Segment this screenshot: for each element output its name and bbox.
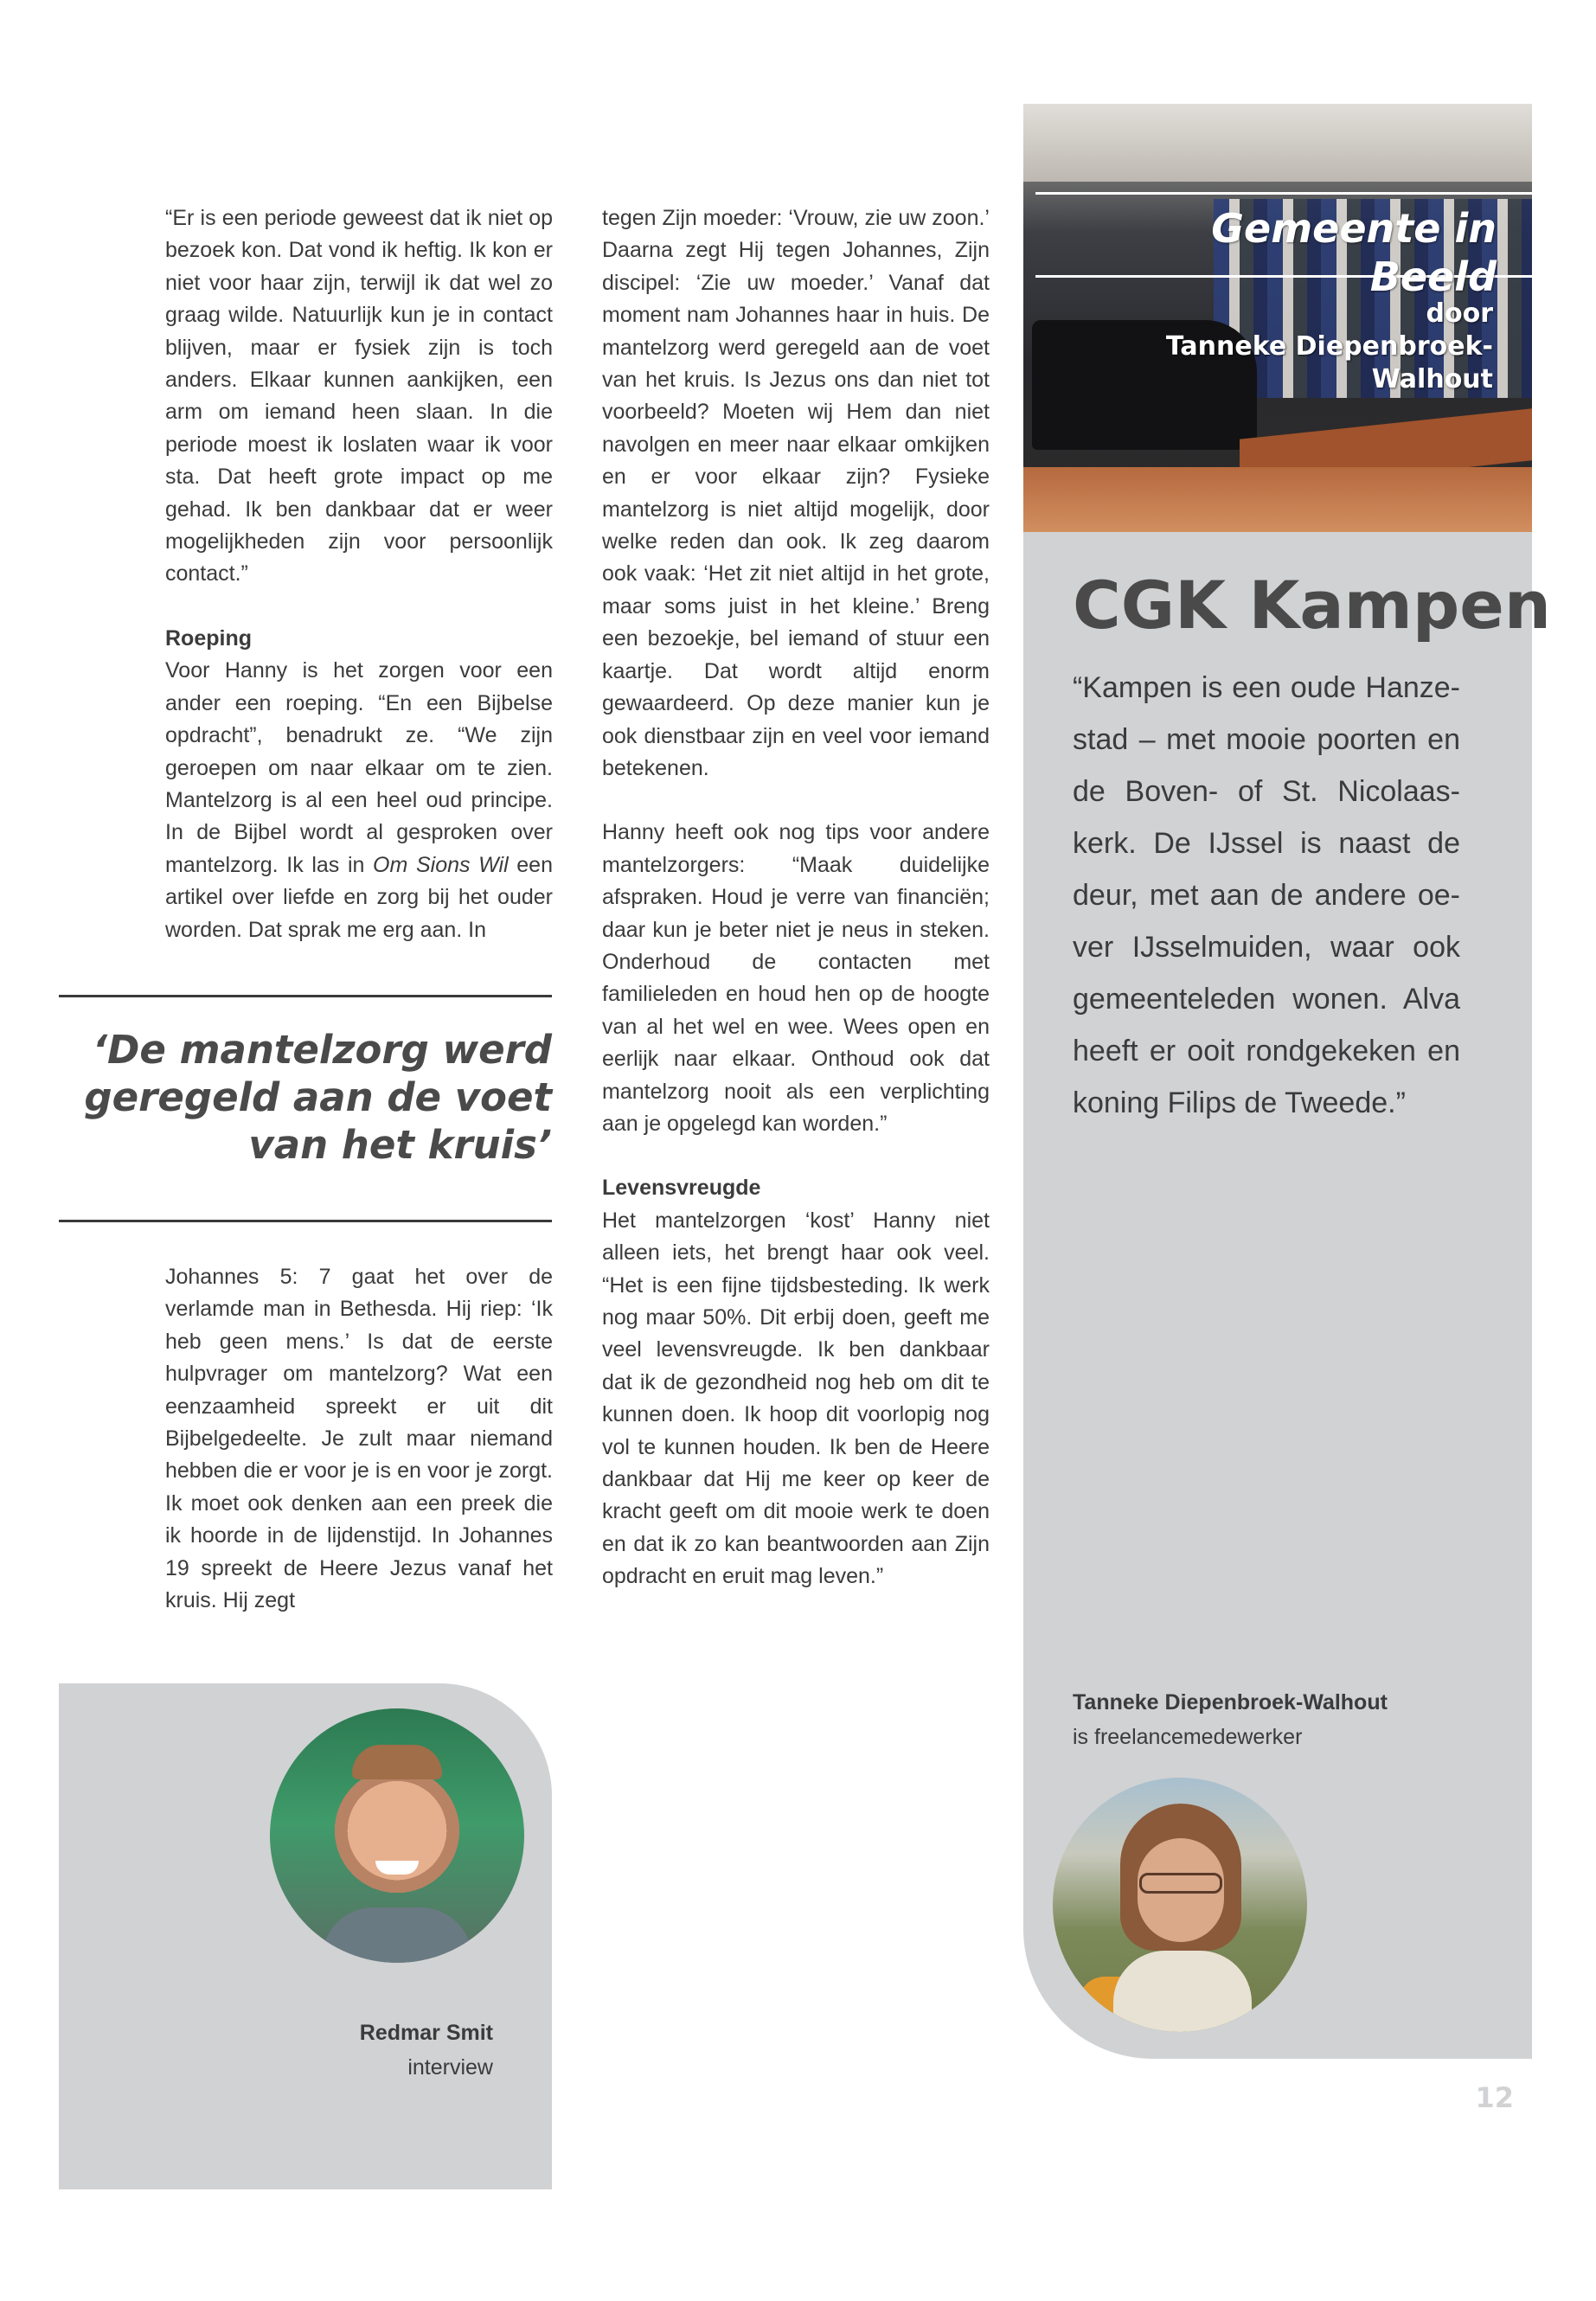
pullquote: ‘De mantelzorg werd geregeld aan de voet van het kruis’ (84, 1027, 552, 1168)
feature-credit (1064, 298, 1493, 396)
section-heading: Roeping (165, 625, 252, 651)
pullquote-rule-bottom (59, 1220, 552, 1222)
sidebar-quote: “Kampen is een oude Hanze-stad – met mooie poorten en de Boven- of St. Nicolaas-kerk. De IJssel is naast de deur, met aan de andere oe-ver IJsselmuiden, waar ook gemeenteleden wonen. Alva heeft er ooit rondgekeken en koning Filips de Tweede.” (1073, 671, 1460, 1119)
feature-title: Gemeente in Beeld (1211, 205, 1497, 300)
article-column-left-top (165, 202, 553, 946)
interviewer-photo (270, 1708, 524, 1963)
photo-detail (1023, 104, 1532, 182)
article-column-left-bottom (165, 1261, 553, 1617)
sidebar-heading: CGK Kampen (1073, 567, 1551, 644)
paragraph: “Er is een periode geweest dat ik niet op bezoek kon. Dat vond ik heftig. Ik kon er niet voor haar zijn, terwijl ik dat wel zo graag wilde. Natuurlijk kun je in contact blijven, maar er fysiek zijn is toch anders. Elkaar kunnen aankijken, een arm om iemand heen slaan. In die periode moest ik loslaten waar ik voor sta. Dat heeft grote impact op me gehad. Ik ben dankbaar dat er weer mogelijkheden zijn voor persoonlijk contact.” (165, 206, 553, 586)
interviewer-role: interview (407, 2055, 493, 2080)
photo-rule-top (1035, 192, 1532, 195)
paragraph-part: Voor Hanny is het zorgen voor een ander een roeping. “En een Bijbelse opdracht”, benadrukt ze. “We zijn geroepen om naar elkaar om te zien. Mantelzorg is al een heel oud principe. In de Bijbel wordt al gesproken over mantelzorg. Ik las in (165, 658, 553, 877)
interviewer-byline (294, 2016, 493, 2085)
paragraph-part: Het mantelzorgen ‘kost’ Hanny niet alleen iets, het brengt haar ook veel. “Het is een fijne tijdsbesteding. Ik werk nog maar 50%. Dit erbij doen, geeft me veel levensvreugde. Ik ben dankbaar dat ik de gezondheid nog heb om dit te kunnen doen. Ik hoop dit voorlopig nog vol te kunnen houden. Ik ben de Heere dankbaar dat Hij me keer op keer de kracht geeft om dit mooie werk te doen en dat ik zo kan beantwoorden aan Zijn opdracht en eruit mag leven.” (602, 1208, 990, 1589)
paragraph: Johannes 5: 7 gaat het over de verlamde man in Bethesda. Hij riep: ‘Ik heb geen mens.’ Is dat de eerste hulpvrager om mantelzorg? Wat een eenzaamheid spreekt er uit dit Bijbelgedeelte. Je zult maar niemand hebben die er voor je is en voor je zorgt. Ik moet ook denken aan een preek die ik hoorde in de lijdenstijd. In Johannes 19 spreekt de Heere Jezus vanaf het kruis. Hij zegt (165, 1265, 553, 1613)
publication-title: Om Sions Wil (373, 852, 509, 877)
photo-detail (1139, 1873, 1222, 1894)
article-column-middle (602, 202, 990, 1593)
paragraph: Hanny heeft ook nog tips voor andere mantelzorgers: “Maak duidelijke afspraken. Houd je verre van financiën; daar kun je beter niet je neus in steken. Onderhoud de contacten met familieleden en houd hen op de hoogte van al het wel en wee. Wees open en eerlijk naar elkaar. Onthoud ook dat mantelzorg nooit als een verplichting aan je opgelegd kan worden.” (602, 820, 990, 1136)
feature-credit-name: Tanneke Diepenbroek-Walhout (1165, 331, 1493, 394)
photo-detail (1113, 1951, 1252, 2032)
section-heading: Levensvreugde (602, 1176, 761, 1201)
author-photo (1053, 1778, 1307, 2032)
photo-detail (322, 1907, 472, 1963)
author-byline (1073, 1685, 1505, 1754)
paragraph: tegen Zijn moeder: ‘Vrouw, zie uw zoon.’ Daarna zegt Hij tegen Johannes, Zijn discipel: ‘Zie uw moeder.’ Vanaf dat moment nam Johannes haar in huis. De mantelzorg werd geregeld aan de voet van het kruis. Is Jezus ons dan niet tot voorbeeld? Moeten wij Hem dan niet navolgen en meer naar elkaar omkijken en er voor elkaar zijn? Fysieke mantelzorg is niet altijd mogelijk, door welke reden dan ook. Ik zeg daarom ook vaak: ‘Het zit niet altijd in het grote, maar soms juist in het kleine.’ Breng een bezoekje, bel iemand of stuur een kaartje. Dat wordt altijd enorm gewaardeerd. Op deze manier kun je ook dienstbaar zijn en veel voor iemand betekenen. (602, 206, 990, 780)
photo-detail (375, 1861, 419, 1875)
section-roeping (165, 623, 553, 946)
photo-detail (352, 1745, 442, 1779)
interviewer-name: Redmar Smit (359, 2021, 493, 2045)
pullquote-rule-top (59, 995, 552, 997)
page-number: 12 (1475, 2081, 1514, 2114)
photo-detail (1023, 467, 1532, 532)
feature-credit-prefix: door (1426, 298, 1493, 329)
paragraph-part: een artikel over liefde en zorg bij het ouder worden. Dat sprak me erg aan. In (165, 852, 553, 942)
author-name: Tanneke Diepenbroek-Walhout (1073, 1690, 1388, 1715)
section-levensvreugde (602, 1172, 990, 1593)
author-role: is freelancemedewerker (1073, 1725, 1303, 1749)
